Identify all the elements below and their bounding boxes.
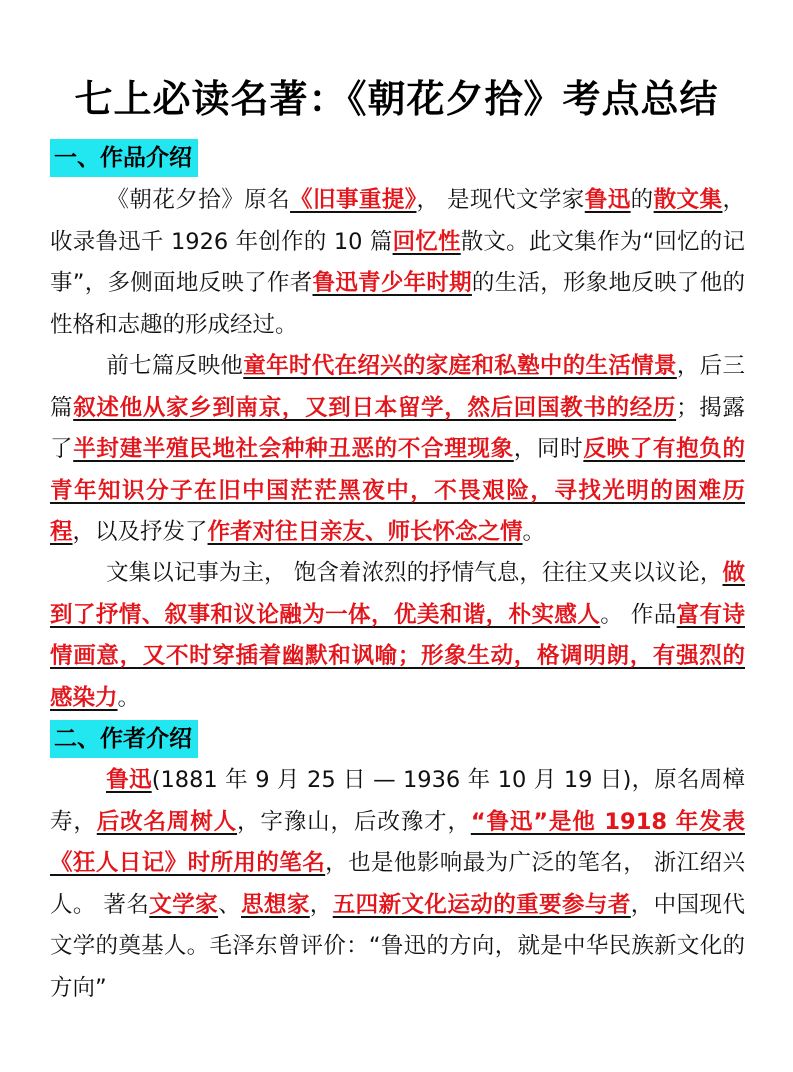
emphasized-keyword: 《旧事重提》 bbox=[290, 187, 417, 213]
paragraph-author-bio bbox=[50, 760, 745, 1009]
emphasized-keyword: “鲁迅”是他 1918 年发表《狂人日记》时所用的笔名 bbox=[50, 808, 745, 876]
body-text-run: ，字豫山，后改豫才， bbox=[237, 808, 471, 835]
body-text-run: (1881 年 9 月 25 日 — 1936 年 10 月 19 日)，原名周樟寿， bbox=[50, 767, 745, 835]
body-text-run: 的生活，形象地反映了他的性格和志趣的形成经过。 bbox=[50, 270, 745, 338]
body-text-run: ，收录鲁迅千 1926 年创作的 10 篇 bbox=[50, 187, 745, 255]
paragraph-work-content bbox=[50, 346, 745, 554]
emphasized-keyword: 童年时代在绍兴的家庭和私塾中的生活情景 bbox=[243, 353, 677, 379]
body-text-run: 。 作品 bbox=[600, 601, 677, 628]
emphasized-keyword: 鲁迅 bbox=[584, 187, 631, 213]
body-text-run: 《朝花夕拾》原名 bbox=[106, 187, 291, 213]
body-text-run: ，中国现代文学的奠基人。毛泽东曾评价：“鲁迅的方向，就是中华民族新文化的方向” bbox=[50, 891, 745, 1001]
body-text-run: ， 是现代文学家 bbox=[416, 187, 585, 213]
emphasized-keyword: 鲁迅青少年时期 bbox=[312, 270, 472, 296]
paragraph-work-style bbox=[50, 553, 745, 719]
emphasized-keyword: 作者对往日亲友、师长怀念之情 bbox=[207, 519, 523, 545]
body-text-run: ；揭露了 bbox=[50, 394, 745, 462]
page-title: 七上必读名著：《朝花夕拾》考点总结 bbox=[74, 77, 719, 121]
body-text-run: 的 bbox=[630, 187, 654, 213]
emphasized-keyword: 思想家 bbox=[241, 891, 310, 918]
body-text-run: 、 bbox=[218, 891, 241, 918]
body-text-run: 前七篇反映他 bbox=[106, 353, 244, 379]
body-text-run: ，也是他影响最为广泛的笔名， 浙江绍兴人。 著名 bbox=[50, 850, 745, 918]
body-text-run: 散文。此文集作为“回忆的记事”，多侧面地反映了作者 bbox=[50, 228, 745, 296]
emphasized-keyword: 后改名周树人 bbox=[96, 808, 238, 835]
section-heading-work-intro: 一、作品介绍 bbox=[50, 139, 198, 177]
body-text-run: 文集以记事为主， 饱含着浓烈的抒情气息，往往又夹以议论， bbox=[106, 560, 723, 586]
emphasized-keyword: 反映了有抱负的青年知识分子在旧中国茫茫黑夜中，不畏艰险，寻找光明的困难历程 bbox=[50, 436, 745, 545]
emphasized-keyword: 散文集 bbox=[653, 187, 723, 213]
paragraph-work-origin bbox=[50, 180, 745, 346]
emphasized-keyword: 叙述他从家乡到南京，又到日本留学，然后回国教书的经历 bbox=[73, 394, 677, 421]
emphasized-keyword: 文学家 bbox=[149, 891, 219, 918]
body-text-run: 。 bbox=[522, 519, 546, 545]
emphasized-keyword: 富有诗情画意，又不时穿插着幽默和讽喻；形象生动，格调明朗，有强烈的感染力 bbox=[50, 601, 745, 711]
body-text-run: ，后三篇 bbox=[50, 353, 745, 421]
emphasized-keyword: 半封建半殖民地社会种种丑恶的不合理现象 bbox=[73, 436, 514, 462]
emphasized-keyword: 鲁迅 bbox=[106, 767, 152, 793]
body-text-run: ， bbox=[309, 891, 333, 918]
emphasized-keyword: 做到了抒情、叙事和议论融为一体，优美和谐，朴实感人 bbox=[50, 560, 745, 628]
emphasized-keyword: 回忆性 bbox=[392, 228, 461, 255]
emphasized-keyword: 五四新文化运动的重要参与者 bbox=[332, 891, 631, 918]
body-text-run: 。 bbox=[117, 684, 141, 711]
section-heading-author-intro: 二、作者介绍 bbox=[50, 720, 198, 758]
body-text-run: ，同时 bbox=[513, 436, 584, 462]
body-text-run: ，以及抒发了 bbox=[72, 519, 208, 545]
